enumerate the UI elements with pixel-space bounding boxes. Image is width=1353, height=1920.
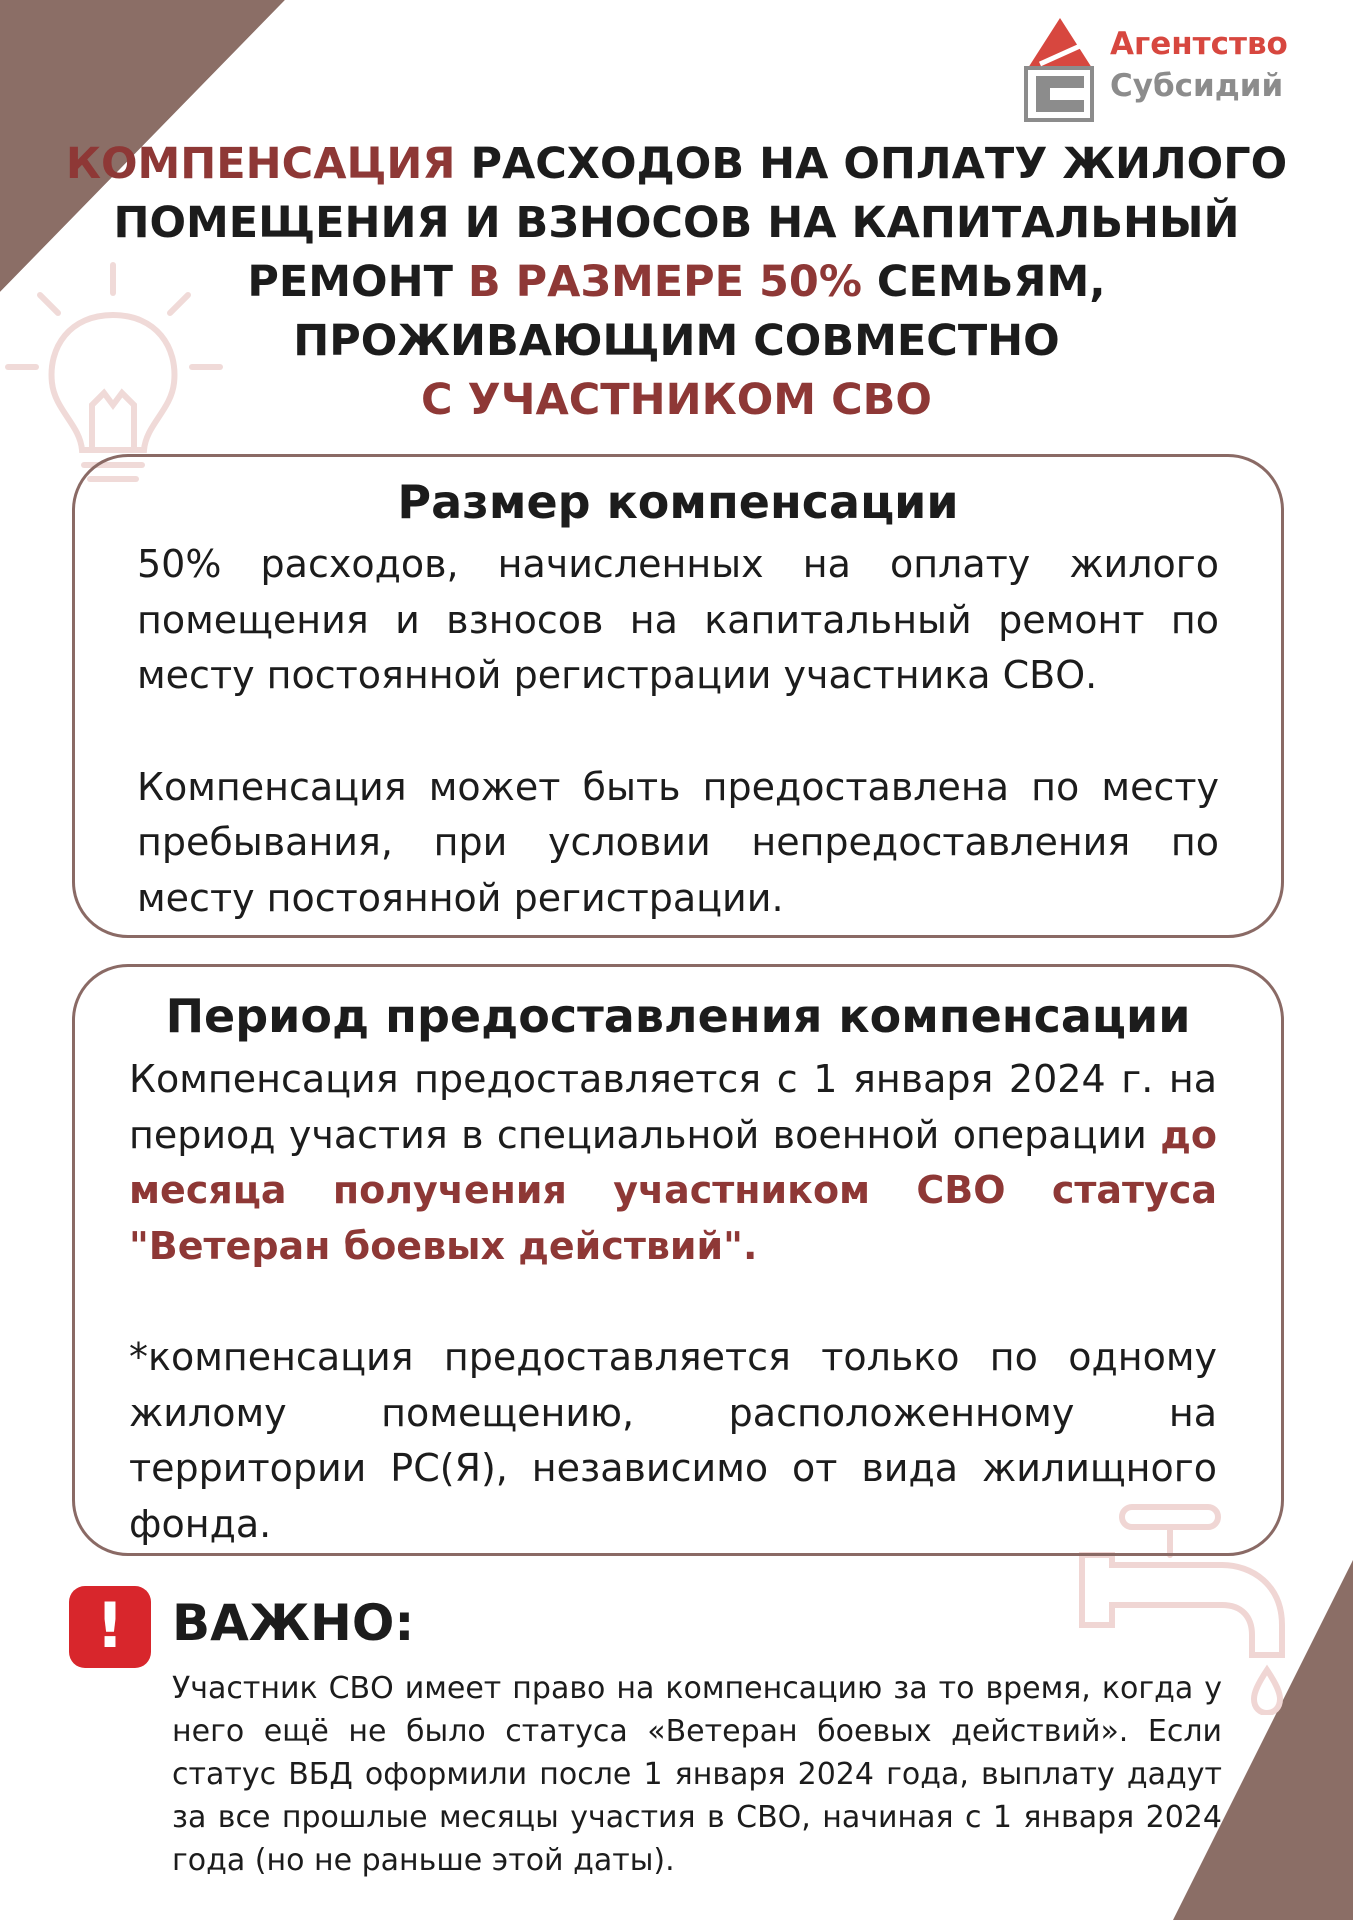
agency-logo-icon [1020, 18, 1100, 123]
compensation-size-heading: Размер компенсации [397, 475, 959, 529]
title-accent-percent: В РАЗМЕРЕ 50% [467, 257, 862, 307]
exclamation-glyph: ! [95, 1589, 125, 1662]
compensation-period-body [129, 1052, 1217, 1552]
title-text-expenses: РАСХОДОВ НА ОПЛАТУ ЖИЛОГО ПОМЕЩЕНИЯ И ВЗНОСОВ НА КАПИТАЛЬНЫЙ РЕМОНТ [113, 139, 1288, 307]
title-accent-compensation: КОМПЕНСАЦИЯ [65, 139, 456, 189]
important-text: Участник СВО имеет право на компенсацию за то время, когда у него ещё не было статуса «Ветеран боевых действий». Если статус ВБД оформили после 1 января 2024 года, выплату дадут за все прошлые месяцы участия в СВО, начиная с 1 января 2024 года (но не раньше этой даты). [172, 1671, 1222, 1878]
compensation-size-paragraph-2: Компенсация может быть предоставлена по месту пребывания, при условии непредоставления по месту постоянной регистрации. [137, 764, 1219, 920]
page-title [60, 135, 1293, 430]
important-heading: ВАЖНО: [172, 1594, 415, 1652]
compensation-period-paragraph-1 [129, 1052, 1217, 1274]
compensation-period-footnote: *компенсация предоставляется только по одному жилому помещению, расположенному на территории РС(Я), независимо от вида жилищного фонда. [129, 1335, 1217, 1546]
title-line-1 [60, 135, 1293, 371]
exclamation-icon [69, 1586, 151, 1668]
compensation-size-card [72, 454, 1284, 938]
period-text: Компенсация предоставляется с 1 января 2024 г. на период участия в специальной военной операции [129, 1057, 1217, 1157]
title-accent-svo: С УЧАСТНИКОМ СВО [421, 375, 932, 425]
period-accent-text: до месяца получения участником СВО статуса "Ветеран боевых действий". [129, 1112, 1217, 1268]
title-text-families: СЕМЬЯМ, ПРОЖИВАЮЩИМ СОВМЕСТНО [293, 257, 1106, 366]
compensation-size-body [137, 537, 1219, 926]
compensation-size-paragraph-1: 50% расходов, начисленных на оплату жилого помещения и взносов на капитальный ремонт по месту постоянной регистрации участника СВО. [137, 542, 1219, 697]
compensation-period-card [72, 964, 1284, 1556]
compensation-period-heading: Период предоставления компенсации [165, 989, 1191, 1043]
agency-logo [1020, 18, 1290, 123]
logo-text-line1: Агентство [1110, 26, 1288, 62]
logo-text-line2: Субсидий [1110, 68, 1284, 104]
